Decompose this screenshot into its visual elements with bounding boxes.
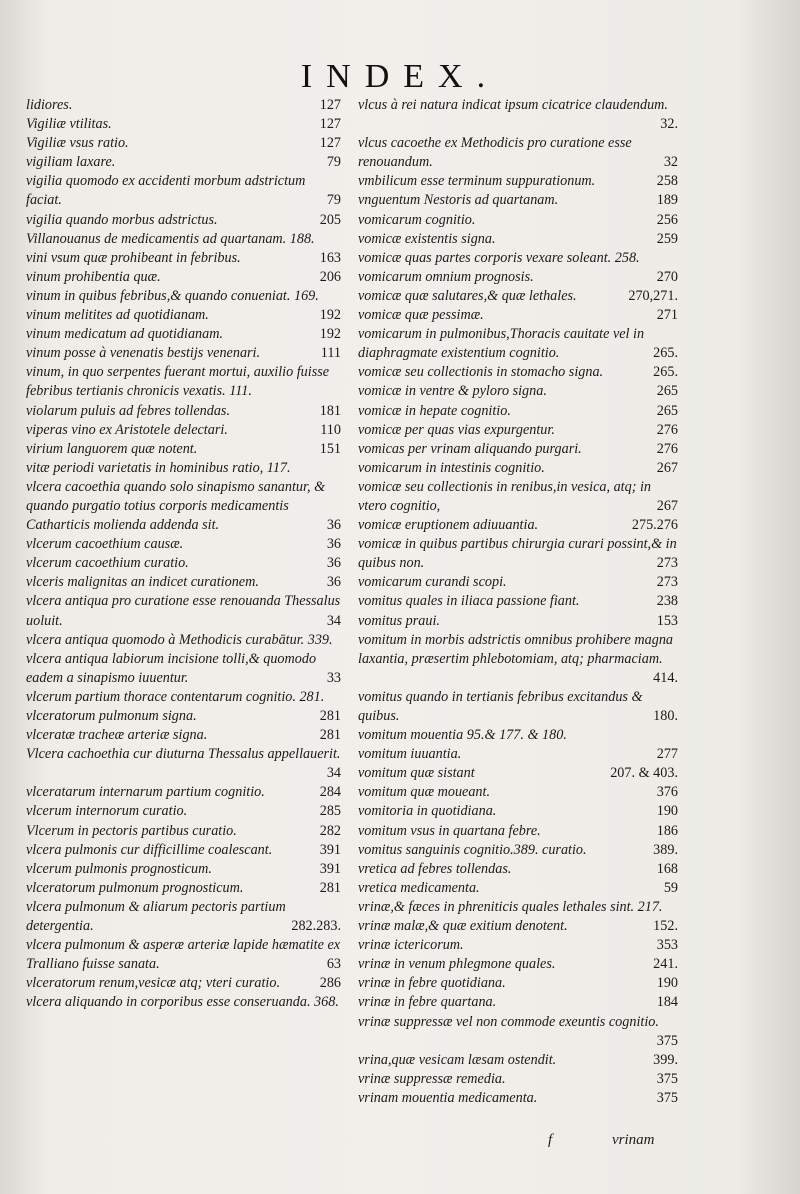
entry-page-number: 286 xyxy=(319,975,341,992)
index-entry xyxy=(26,879,341,898)
entry-text: vmbilicum esse terminum suppurationum. xyxy=(358,173,596,190)
index-entry xyxy=(358,191,678,210)
entry-page-number: 256 xyxy=(656,211,678,228)
entry-page-number: 189 xyxy=(656,192,678,209)
index-entry xyxy=(358,306,678,325)
entry-text: vomicæ eruptionem adiuuantia. xyxy=(358,517,539,534)
index-entry xyxy=(26,249,341,268)
index-entry xyxy=(26,153,341,172)
entry-page-number: 281 xyxy=(319,727,341,744)
index-entry xyxy=(358,917,678,936)
entry-page-number: 36 xyxy=(326,574,341,591)
index-entry xyxy=(358,802,678,821)
index-entry xyxy=(26,363,341,401)
index-entry xyxy=(358,211,678,230)
index-entry xyxy=(26,115,341,134)
entry-text: vlceratarum internarum partium cognitio. xyxy=(26,784,265,801)
entry-page-number: 276 xyxy=(656,421,678,438)
entry-page-number: 273 xyxy=(656,555,678,572)
entry-page-number: 36 xyxy=(326,536,341,553)
entry-page-number: 190 xyxy=(656,975,678,992)
entry-text: vlcerum pulmonis prognosticum. xyxy=(26,860,212,877)
entry-page-number: 207. & 403. xyxy=(610,765,678,782)
entry-text: vrinæ suppressæ vel non commode exeuntis cognitio. xyxy=(358,1013,659,1030)
index-entry xyxy=(26,230,341,249)
index-entry xyxy=(26,325,341,344)
entry-page-number: 281 xyxy=(319,708,341,724)
index-entry xyxy=(26,974,341,993)
entry-text: vlcera antiqua quomodo à Methodicis curabātur. 339. xyxy=(26,631,333,648)
index-entry xyxy=(358,268,678,287)
entry-text: violarum puluis ad febres tollendas. xyxy=(26,402,231,419)
index-entry xyxy=(26,783,341,802)
index-entry xyxy=(26,822,341,841)
index-entry xyxy=(358,1013,678,1051)
entry-text: Villanouanus de medicamentis ad quartanam. 188. xyxy=(26,230,315,247)
entry-page-number: 127 xyxy=(319,97,341,113)
index-entry xyxy=(358,1070,678,1089)
index-entry xyxy=(358,764,678,783)
index-entry xyxy=(358,325,678,363)
entry-page-number: 238 xyxy=(656,593,678,610)
entry-text: vlcerum cacoethium causæ. xyxy=(26,536,184,553)
index-entry xyxy=(358,440,678,459)
entry-page-number: 265. xyxy=(653,345,678,362)
entry-page-number: 273 xyxy=(656,574,678,591)
entry-page-number: 79 xyxy=(326,192,341,209)
catchword: vrinam xyxy=(612,1132,655,1148)
entry-page-number: 59 xyxy=(663,879,678,896)
entry-text: Vigiliæ vsus ratio. xyxy=(26,135,129,152)
index-entry xyxy=(26,860,341,879)
index-entry xyxy=(26,554,341,573)
entry-text: vlcera cacoethia quando solo sinapismo sanantur, & quando purgatio totius corporis medicamentis Catharticis molienda addenda sit. xyxy=(26,478,326,534)
index-entry xyxy=(358,402,678,421)
entry-text: vomicas per vrinam aliquando purgari. xyxy=(358,440,582,457)
entry-text: vlcera pulmonum & aliarum pectoris partium detergentia. xyxy=(26,898,286,935)
index-entry xyxy=(26,211,341,230)
index-entry xyxy=(358,573,678,592)
entry-page-number: 277 xyxy=(656,746,678,763)
entry-text: vretica medicamenta. xyxy=(358,879,480,896)
signature-mark: f xyxy=(548,1132,553,1148)
entry-page-number: 192 xyxy=(319,307,341,324)
entry-page-number: 34 xyxy=(326,765,341,782)
entry-page-number: 281 xyxy=(319,879,341,896)
entry-text: vlcus à rei natura indicat ipsum cicatrice claudendum. xyxy=(358,97,668,113)
entry-text: vomicæ per quas vias expurgentur. xyxy=(358,421,555,438)
entry-page-number: 36 xyxy=(326,555,341,572)
entry-page-number: 391 xyxy=(319,841,341,858)
entry-text: viperas vino ex Aristotele delectari. xyxy=(26,421,228,438)
entry-text: vlcerum partium thorace contentarum cognitio. 281. xyxy=(26,688,325,705)
index-entry xyxy=(358,879,678,898)
entry-page-number: 375 xyxy=(656,1032,678,1049)
index-entry xyxy=(358,459,678,478)
entry-text: vlcerum internorum curatio. xyxy=(26,803,188,820)
index-entry xyxy=(26,287,341,306)
entry-page-number: 282.283. xyxy=(291,918,341,935)
entry-text: vomitum quæ moueant. xyxy=(358,784,491,801)
entry-text: vomicarum cognitio. xyxy=(358,211,476,228)
index-entry xyxy=(26,96,341,115)
index-entry xyxy=(358,783,678,802)
entry-text: vinum posse à venenatis bestijs venenari. xyxy=(26,345,261,362)
entry-text: vrinæ in febre quotidiana. xyxy=(358,975,506,992)
index-entry xyxy=(26,726,341,745)
entry-page-number: 271 xyxy=(656,307,678,324)
entry-text: vlceratorum pulmonum prognosticum. xyxy=(26,879,244,896)
index-entry xyxy=(358,516,678,535)
entry-text: vlcera aliquando in corporibus esse conseruanda. 368. xyxy=(26,994,339,1011)
index-entry xyxy=(26,745,341,783)
entry-page-number: 282 xyxy=(319,822,341,839)
entry-text: vinum in quibus febribus,& quando conueniat. 169. xyxy=(26,287,319,304)
index-entry xyxy=(358,96,678,134)
index-entry xyxy=(358,592,678,611)
entry-page-number: 265 xyxy=(656,383,678,400)
index-entry xyxy=(358,230,678,249)
entry-page-number: 265 xyxy=(656,402,678,419)
entry-page-number: 259 xyxy=(656,230,678,247)
entry-text: vomicæ seu collectionis in stomacho signa. xyxy=(358,364,604,381)
index-entry xyxy=(358,287,678,306)
page-title: INDEX. xyxy=(300,58,500,95)
entry-text: vlceris malignitas an indicet curationem. xyxy=(26,574,259,591)
entry-text: vrina,quæ vesicam læsam ostendit. xyxy=(358,1051,557,1068)
index-entry xyxy=(26,134,341,153)
index-entry xyxy=(26,936,341,974)
entry-page-number: 375 xyxy=(656,1089,678,1106)
entry-page-number: 32 xyxy=(663,154,678,171)
entry-page-number: 241. xyxy=(653,956,678,973)
entry-page-number: 184 xyxy=(656,994,678,1011)
entry-text: vomicæ in hepate cognitio. xyxy=(358,402,511,419)
index-entry xyxy=(358,974,678,993)
index-entry xyxy=(358,726,678,745)
entry-page-number: 267 xyxy=(656,459,678,476)
index-entry xyxy=(358,822,678,841)
index-entry xyxy=(358,134,678,172)
entry-text: vinum prohibentia quæ. xyxy=(26,268,161,285)
index-entry xyxy=(26,707,341,726)
entry-text: vrinam mouentia medicamenta. xyxy=(358,1089,538,1106)
entry-page-number: 399. xyxy=(653,1051,678,1068)
entry-page-number: 205 xyxy=(319,211,341,228)
entry-page-number: 151 xyxy=(319,440,341,457)
entry-page-number: 192 xyxy=(319,326,341,343)
entry-text: vomitum in morbis adstrictis omnibus prohibere magna laxantia, præsertim phlebotomiam, atq; pharmaciam. xyxy=(358,631,674,667)
entry-text: vrinæ in febre quartana. xyxy=(358,994,497,1011)
entry-page-number: 168 xyxy=(656,860,678,877)
entry-text: vlcera pulmonis cur difficillime coalescant. xyxy=(26,841,273,858)
entry-page-number: 186 xyxy=(656,822,678,839)
entry-text: vigiliam laxare. xyxy=(26,154,116,171)
entry-text: vini vsum quæ prohibeant in febribus. xyxy=(26,249,241,266)
entry-page-number: 181 xyxy=(319,402,341,419)
entry-page-number: 389. xyxy=(653,841,678,858)
entry-text: vomitus quando in tertianis febribus excitandus & quibus. xyxy=(358,688,643,724)
entry-text: vigilia quando morbus adstrictus. xyxy=(26,211,218,228)
entry-page-number: 284 xyxy=(319,784,341,801)
index-entry xyxy=(26,841,341,860)
index-entry xyxy=(358,172,678,191)
entry-page-number: 110 xyxy=(320,421,341,438)
index-entry xyxy=(26,898,341,936)
entry-page-number: 127 xyxy=(319,116,341,133)
entry-text: vrinæ suppressæ remedia. xyxy=(358,1070,506,1087)
index-entry xyxy=(26,306,341,325)
entry-text: vomitus praui. xyxy=(358,612,440,629)
index-entry xyxy=(26,802,341,821)
entry-text: vrinæ,& fæces in phreniticis quales lethales sint. 217. xyxy=(358,898,663,915)
entry-text: vlcerum cacoethium curatio. xyxy=(26,555,189,572)
index-entry xyxy=(26,650,341,688)
entry-text: vomitum iuuantia. xyxy=(358,746,462,763)
entry-text: vomicarum in intestinis cognitio. xyxy=(358,459,545,476)
entry-text: vitæ periodi varietatis in hominibus ratio, 117. xyxy=(26,459,291,476)
entry-text: vomitus sanguinis cognitio.389. curatio. xyxy=(358,841,587,858)
index-entry xyxy=(26,478,341,535)
entry-text: vigilia quomodo ex accidenti morbum adstrictum faciat. xyxy=(26,173,306,209)
index-entry xyxy=(358,421,678,440)
entry-page-number: 36 xyxy=(326,517,341,534)
index-entry xyxy=(26,344,341,363)
entry-page-number: 258 xyxy=(656,173,678,190)
index-entry xyxy=(26,592,341,630)
index-entry xyxy=(358,993,678,1012)
entry-text: vomicarum curandi scopi. xyxy=(358,574,507,591)
entry-page-number: 34 xyxy=(326,612,341,629)
entry-text: vrinæ ictericorum. xyxy=(358,937,464,954)
index-entry xyxy=(26,402,341,421)
entry-text: vomicæ quæ salutares,& quæ lethales. xyxy=(358,287,577,304)
index-entry xyxy=(358,745,678,764)
entry-text: vomicæ quæ pessimæ. xyxy=(358,307,484,324)
index-entry xyxy=(26,688,341,707)
entry-page-number: 276 xyxy=(656,440,678,457)
entry-text: vlceratorum renum,vesicæ atq; vteri curatio. xyxy=(26,975,281,992)
entry-page-number: 391 xyxy=(319,860,341,877)
entry-text: vrinæ malæ,& quæ exitium denotent. xyxy=(358,918,568,935)
entry-page-number: 267 xyxy=(656,497,678,514)
index-entry xyxy=(358,1089,678,1108)
entry-text: vomicæ in ventre & pyloro signa. xyxy=(358,383,547,400)
entry-text: vlcera antiqua pro curatione esse renouanda Thessalus uoluit. xyxy=(26,593,341,629)
entry-text: vomitoria in quotidiana. xyxy=(358,803,497,820)
index-entry xyxy=(358,612,678,631)
index-entry xyxy=(26,631,341,650)
entry-text: vrinæ in venum phlegmone quales. xyxy=(358,956,556,973)
entry-page-number: 180. xyxy=(653,708,678,724)
entry-text: vomitum vsus in quartana febre. xyxy=(358,822,541,839)
index-entry xyxy=(26,993,341,1012)
entry-page-number: 152. xyxy=(653,918,678,935)
entry-page-number: 153 xyxy=(656,612,678,629)
entry-page-number: 206 xyxy=(319,268,341,285)
entry-text: vinum, in quo serpentes fuerant mortui, auxilio fuisse febribus tertianis chronicis vexatis. 111. xyxy=(26,364,330,400)
index-entry xyxy=(26,440,341,459)
index-column-left xyxy=(26,96,341,1013)
entry-page-number: 353 xyxy=(656,937,678,954)
index-entry xyxy=(358,478,678,516)
entry-text: vomicæ in quibus partibus chirurgia curari possint,& in quibus non. xyxy=(358,536,677,572)
entry-page-number: 63 xyxy=(326,956,341,973)
index-entry xyxy=(358,382,678,401)
entry-text: vomicæ quas partes corporis vexare soleant. 258. xyxy=(358,249,640,266)
entry-text: vinum melitites ad quotidianam. xyxy=(26,307,209,324)
entry-text: vlcera pulmonum & asperæ arteriæ lapide hæmatite ex Tralliano fuisse sanata. xyxy=(26,937,341,973)
index-entry xyxy=(358,936,678,955)
entry-text: vomicarum omnium prognosis. xyxy=(358,268,534,285)
entry-page-number: 32. xyxy=(660,116,678,133)
entry-page-number: 265. xyxy=(653,364,678,381)
index-entry xyxy=(358,363,678,382)
entry-text: virium languorem quæ notent. xyxy=(26,440,198,457)
entry-page-number: 376 xyxy=(656,784,678,801)
index-entry xyxy=(358,631,678,688)
index-entry xyxy=(358,955,678,974)
entry-page-number: 414. xyxy=(653,669,678,686)
entry-page-number: 111 xyxy=(320,345,341,362)
index-entry xyxy=(358,841,678,860)
index-entry xyxy=(26,421,341,440)
index-entry xyxy=(26,535,341,554)
index-entry xyxy=(26,268,341,287)
index-entry xyxy=(26,573,341,592)
entry-text: vomitum mouentia 95.& 177. & 180. xyxy=(358,727,567,744)
entry-text: Vlcerum in pectoris partibus curatio. xyxy=(26,822,237,839)
index-entry xyxy=(358,249,678,268)
entry-text: vlceratorum pulmonum signa. xyxy=(26,708,197,724)
entry-page-number: 275.276 xyxy=(631,517,678,534)
entry-page-number: 79 xyxy=(326,154,341,171)
entry-page-number: 190 xyxy=(656,803,678,820)
entry-page-number: 33 xyxy=(326,669,341,686)
entry-text: vomitum quæ sistant xyxy=(358,765,475,782)
entry-text: vretica ad febres tollendas. xyxy=(358,860,512,877)
entry-text: vlcus cacoethe ex Methodicis pro curatione esse renouandum. xyxy=(358,135,632,171)
index-entry xyxy=(358,860,678,879)
index-entry xyxy=(26,459,341,478)
entry-text: vomicæ existentis signa. xyxy=(358,230,496,247)
entry-page-number: 127 xyxy=(319,135,341,152)
entry-page-number: 270 xyxy=(656,268,678,285)
index-entry xyxy=(358,688,678,726)
entry-text: vlcera antiqua labiorum incisione tolli,& quomodo eadem a sinapismo iuuentur. xyxy=(26,650,317,686)
entry-page-number: 285 xyxy=(319,803,341,820)
entry-page-number: 375 xyxy=(656,1070,678,1087)
index-entry xyxy=(26,172,341,210)
entry-text: vnguentum Nestoris ad quartanam. xyxy=(358,192,559,209)
index-entry xyxy=(358,898,678,917)
entry-text: vomicæ seu collectionis in renibus,in vesica, atq; in vtero cognitio, xyxy=(358,478,652,514)
index-column-right xyxy=(358,96,678,1108)
entry-page-number: 163 xyxy=(319,249,341,266)
index-entry xyxy=(358,535,678,573)
entry-text: Vlcera cachoethia cur diuturna Thessalus appellauerit. xyxy=(26,746,341,763)
entry-text: vomicarum in pulmonibus,Thoracis cauitate vel in diaphragmate existentium cognitio. xyxy=(358,326,645,362)
entry-text: lidiores. xyxy=(26,97,73,113)
entry-text: vlceratæ tracheæ arteriæ signa. xyxy=(26,727,208,744)
index-entry xyxy=(358,1051,678,1070)
entry-text: vinum medicatum ad quotidianam. xyxy=(26,326,224,343)
entry-text: Vigiliæ vtilitas. xyxy=(26,116,112,133)
entry-page-number: 270,271. xyxy=(628,287,678,304)
entry-text: vomitus quales in iliaca passione fiant. xyxy=(358,593,580,610)
